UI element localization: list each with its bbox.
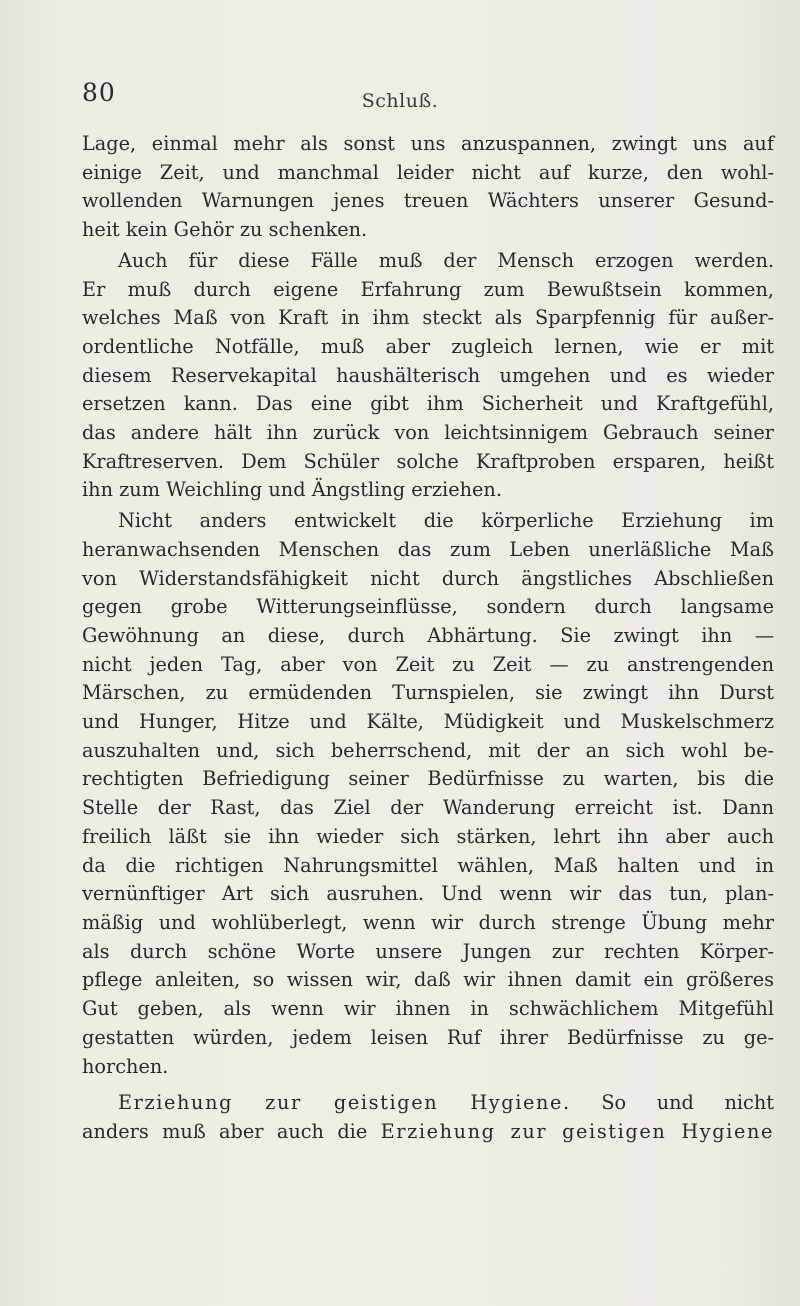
text-line: Märschen, zu ermüdenden Turnspielen, sie zwingt ihn Durst — [82, 681, 774, 705]
text-line: Nicht anders entwickelt die körperliche Erziehung im — [118, 509, 774, 533]
text-line: freilich läßt sie ihn wieder sich stärken, lehrt ihn aber auch — [82, 824, 774, 848]
text-line: gegen grobe Witterungseinflüsse, sondern durch langsame — [82, 595, 774, 619]
text-line: als durch schöne Worte unsere Jungen zur rechten Körper- — [82, 939, 774, 963]
text-line: heranwachsenden Menschen das zum Leben unerläßliche Maß — [82, 537, 774, 561]
text-line: gestatten würden, jedem leisen Ruf ihrer Bedürfnisse zu ge- — [82, 1025, 774, 1049]
text-line — [82, 1118, 774, 1147]
text-line: Stelle der Rast, das Ziel der Wanderung erreicht ist. Dann — [82, 796, 774, 820]
paragraph-4 — [82, 1089, 774, 1146]
text-line: Kraftreserven. Dem Schüler solche Kraftproben ersparen, heißt — [82, 449, 774, 473]
paragraph-3 — [82, 507, 774, 1081]
text-line: diesem Reservekapital haushälterisch umgehen und es wieder — [82, 363, 774, 387]
text-line: ordentliche Notfälle, muß aber zugleich lernen, wie er mit — [82, 334, 774, 358]
text-line — [82, 1089, 774, 1118]
text-line: heit kein Gehör zu schenken. — [82, 218, 368, 242]
text-line: Gut geben, als wenn wir ihnen in schwächlichem Mitgefühl — [82, 997, 774, 1021]
text-line: wollenden Warnungen jenes treuen Wächters unserer Gesund- — [82, 189, 774, 213]
text-line: horchen. — [82, 1054, 169, 1078]
emphasized-term: Erziehung zur geistigen Hygiene — [380, 1119, 774, 1143]
text-line: das andere hält ihn zurück von leichtsinnigem Gebrauch seiner — [82, 421, 774, 445]
text-line: Lage, einmal mehr als sonst uns anzuspannen, zwingt uns auf — [82, 132, 774, 155]
text-line: welches Maß von Kraft in ihm steckt als Sparpfennig für außer- — [82, 306, 774, 330]
text-line: pflege anleiten, so wissen wir, daß wir ihnen damit ein größeres — [82, 968, 774, 992]
text-line: Auch für diese Fälle muß der Mensch erzogen werden. — [118, 248, 774, 272]
paragraph-1 — [82, 130, 774, 245]
paragraph-2 — [82, 247, 774, 505]
text-line: Er muß durch eigene Erfahrung zum Bewußtsein kommen, — [82, 277, 774, 301]
body-text — [82, 130, 774, 1147]
text-line: einige Zeit, und manchmal leider nicht auf kurze, den wohl- — [82, 160, 774, 184]
text-line: rechtigten Befriedigung seiner Bedürfnisse zu warten, bis die — [82, 767, 774, 791]
text-line: ersetzen kann. Das eine gibt ihm Sicherheit und Kraftgefühl, — [82, 392, 774, 416]
text-line: und Hunger, Hitze und Kälte, Müdigkeit und Muskelschmerz — [82, 710, 774, 734]
text-fragment: So und nicht — [570, 1091, 774, 1115]
text-line: auszuhalten und, sich beherrschend, mit der an sich wohl be- — [82, 738, 774, 762]
section-heading: Erziehung zur geistigen Hygiene. — [118, 1091, 571, 1115]
running-head: Schluß. — [361, 90, 439, 112]
page-number: 80 — [82, 78, 116, 107]
text-line: nicht jeden Tag, aber von Zeit zu Zeit — zu anstrengenden — [82, 652, 774, 676]
text-line: mäßig und wohlüberlegt, wenn wir durch strenge Übung mehr — [82, 910, 774, 934]
text-line: da die richtigen Nahrungsmittel wählen, Maß halten und in — [82, 853, 774, 877]
text-line: vernünftiger Art sich ausruhen. Und wenn wir das tun, plan- — [82, 882, 774, 906]
text-line: von Widerstandsfähigkeit nicht durch ängstliches Abschließen — [82, 566, 774, 590]
text-line: ihn zum Weichling und Ängstling erziehen. — [82, 478, 502, 502]
text-fragment: anders muß aber auch die — [82, 1119, 381, 1143]
text-line: Gewöhnung an diese, durch Abhärtung. Sie zwingt ihn — — [82, 623, 774, 647]
